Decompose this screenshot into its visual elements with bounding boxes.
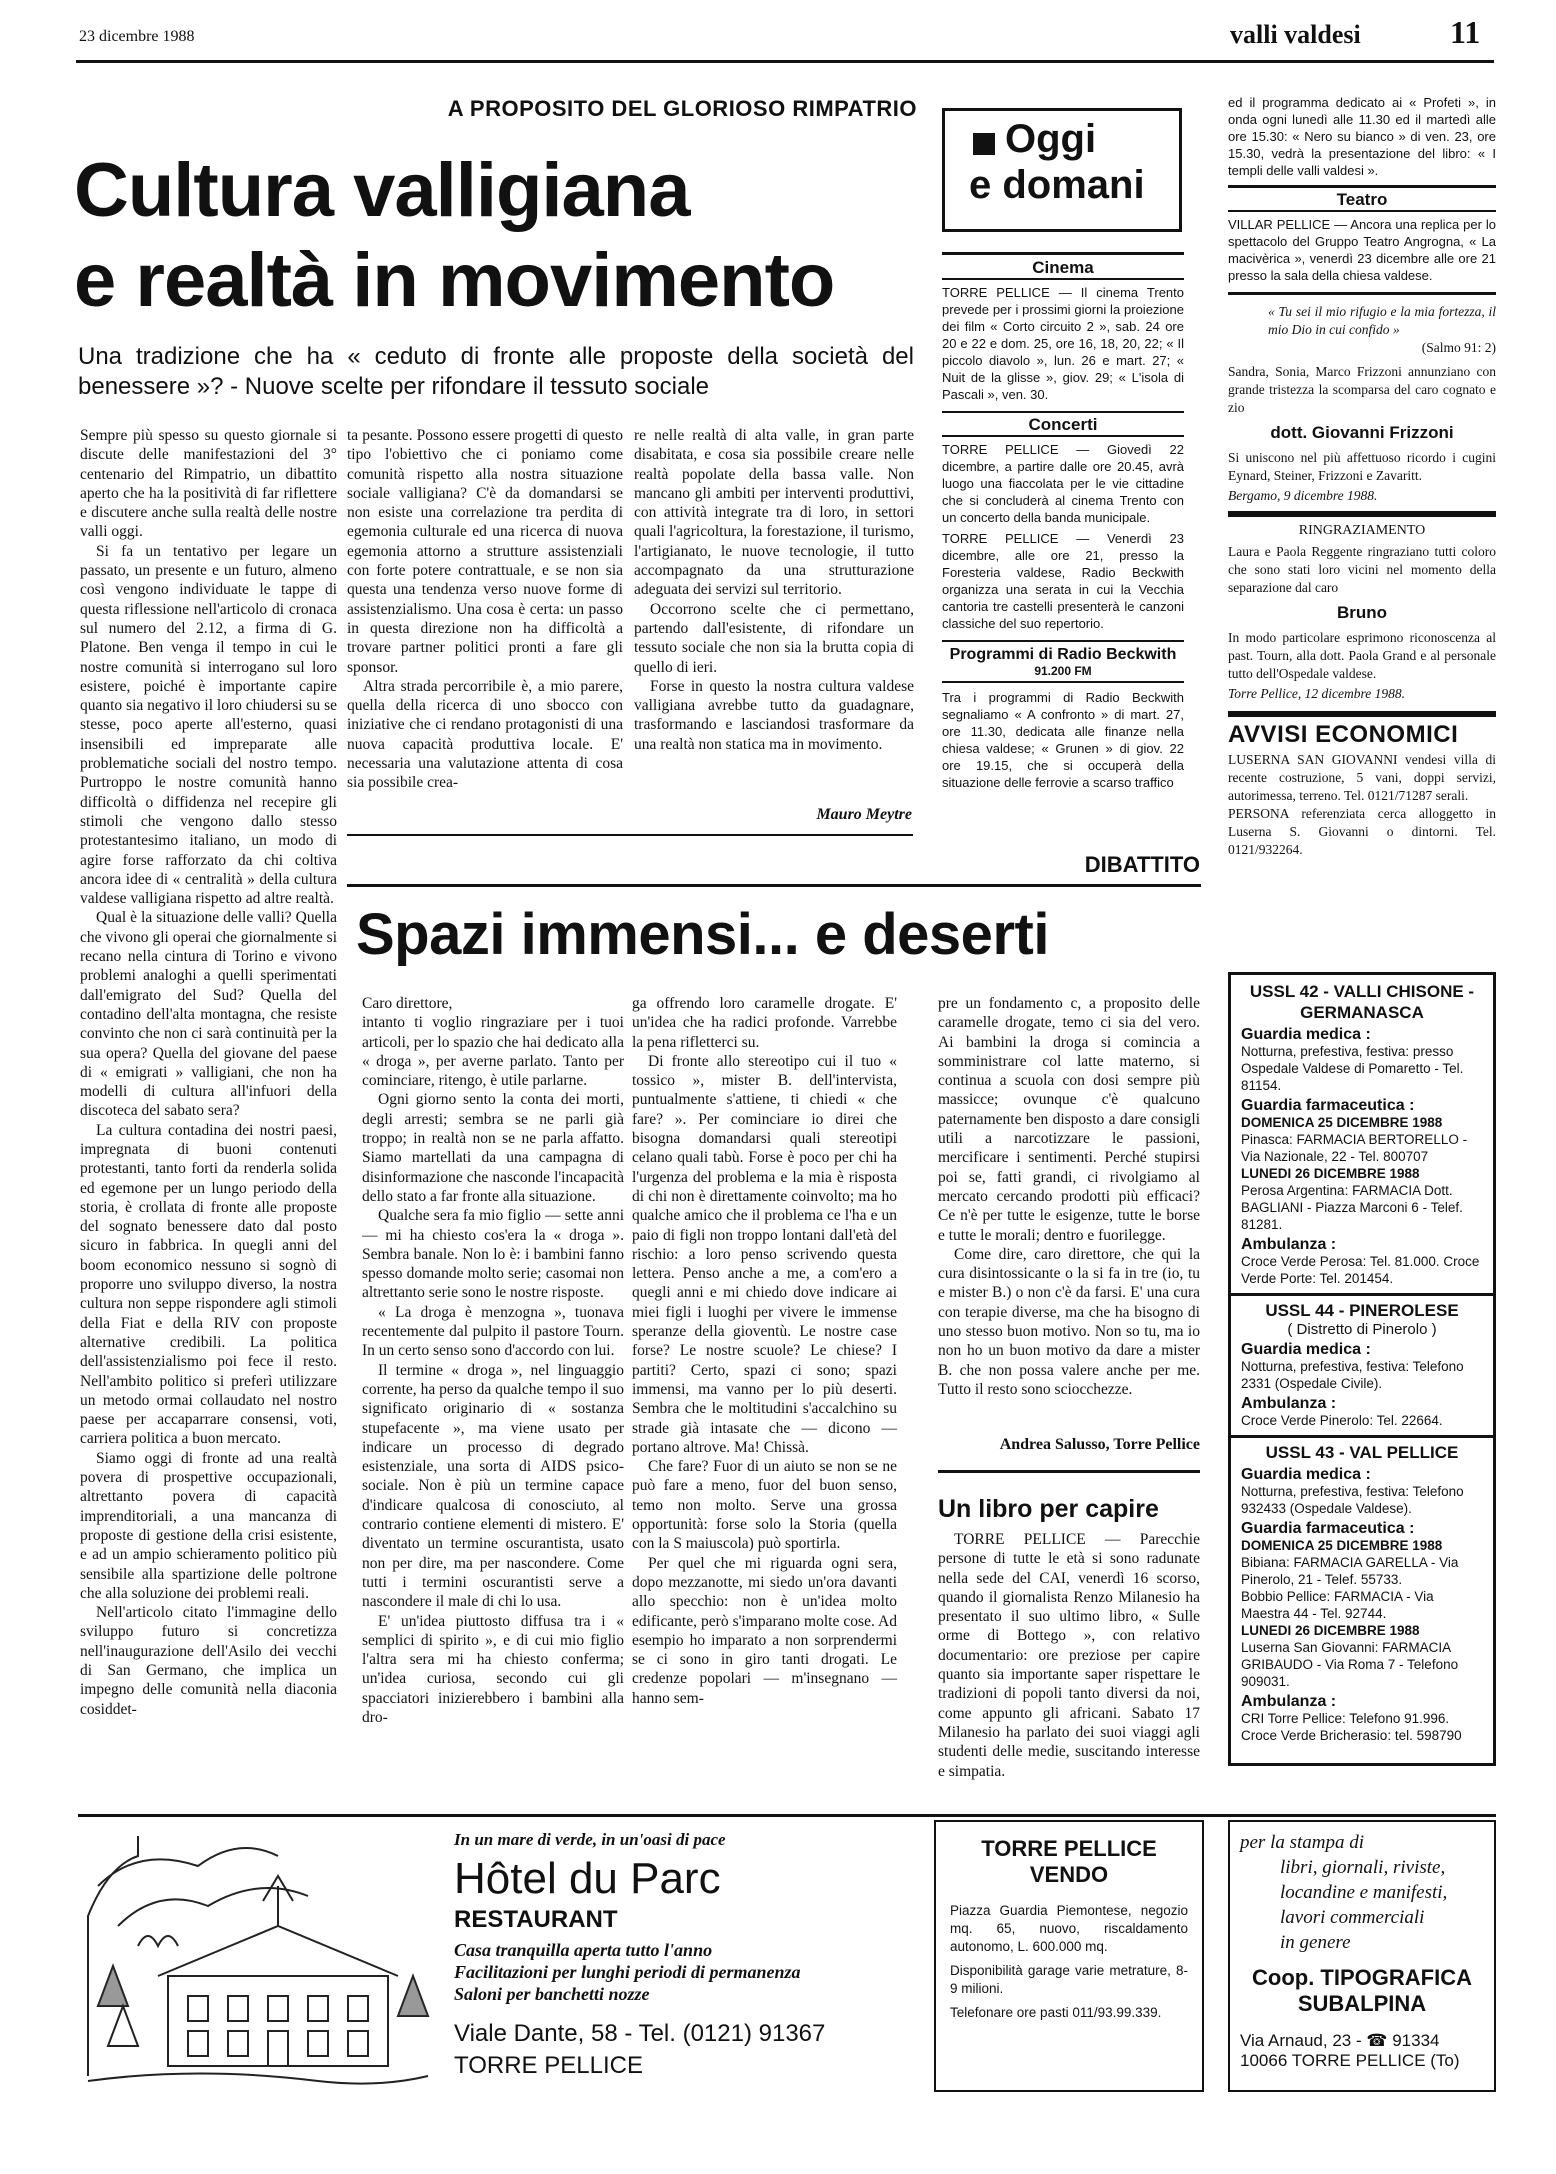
paragraph: Occorrono scelte che ci permettano, partendo dall'esistente, di rifondare un tessuto sociale che non sia la brutta copia di quello di ieri. [634, 600, 914, 676]
paragraph: Ogni giorno sento la conta dei morti, degli arresti; sembra se ne parli già troppo; in realtà non se ne parla affatto. Siamo martellati da una campagna di disinformazione che nasconde l'incapacità dello stato a far fronte alla situazione. [362, 1091, 624, 1205]
tipo-line-3: locandine e manifesti, [1280, 1882, 1448, 1903]
ads-top-rule [78, 1814, 1496, 1817]
hotel-line-3: Saloni per banchetti nozze [454, 1984, 650, 2004]
article1-column-2 [347, 426, 623, 816]
square-bullet-icon [973, 133, 995, 155]
vendo-ad [934, 1820, 1204, 2092]
ussl44-title: USSL 44 - PINEROLESE [1265, 1301, 1459, 1320]
radio-text: Tra i programmi di Radio Beckwith segnaliamo « A confronto » di mart. 27, ore 11.30, dedicata alle finanze nella chiesa valdese; « Grunen » di giov. 22 ore 19.15, che si occuperà della situazione delle ferrovie a scarso traffico [942, 690, 1184, 790]
paragraph: Si fa un tentativo per legare un passato, un presente e un futuro, almeno così vengono individuate le tappe di questa riflessione nell'articolo di cronaca sul numero del 2.12, a firma di G. Platone. Ben venga il tempo in cui le nostre comunità si interrogano sul loro esistere, poiché è importante capire quanto sia negativo il loro chiudersi su se stesse, poco aperte all'esterno, quasi insensibili ed impreparate alle problematiche sociali del nostro tempo. Purtroppo le nostre comunità hanno difficoltà o diffidenza nel recepire gli stimoli che vengono dallo stesso protestantesimo italiano, un modo di agire forse rafforzato da chi coltiva ancora idee di « centralità » della cultura valdese valligiana rispetto ad altre realtà. [80, 542, 337, 908]
paragraph: Qualche sera fa mio figlio — sette anni — mi ha chiesto cos'era la « droga ». Sembra banale. Non lo è: i bambini fanno spesso domande molto serie; casomai non altrettanto serie sono le nostre risposte. [362, 1207, 624, 1302]
tipo-line-5: in genere [1280, 1932, 1351, 1953]
ring-name: Bruno [1336, 603, 1388, 622]
ussl-box [1228, 972, 1496, 1766]
teatro-heading: Teatro [1228, 185, 1496, 212]
radio-continued-text: ed il programma dedicato ai « Profeti », in onda ogni lunedì alle 11.30 ed il martedì alle ore 15.30: « Nero su bianco » di ven. 23, ore 15.30, vedrà la presentazione del libro: « I templi delle valli valdesi ». [1228, 95, 1496, 178]
right-column [1228, 94, 1496, 954]
ussl43-gf-heading: Guardia farmaceutica : [1241, 1520, 1415, 1537]
ussl42-title: USSL 42 - VALLI CHISONE - GERMANASCA [1249, 982, 1475, 1022]
obituary-text: Sandra, Sonia, Marco Frizzoni annunziano con grande tristezza la scomparsa del caro cognato e zio [1228, 364, 1496, 415]
article2-author: Andrea Salusso, Torre Pellice [999, 1436, 1200, 1453]
ussl43-farmacia-1b: Bobbio Pellice: FARMACIA - Via Maestra 44 - Tel. 92744. [1241, 1589, 1434, 1621]
tipo-line-4: lavori commerciali [1280, 1907, 1425, 1928]
paragraph: Sempre più spesso su questo giornale si discute delle manifestazioni del 3° centenario del Rimpatrio, un dibattito aperto che ha la positività di far riflettere e discutere anche sulla realtà delle nostre valli oggi. [80, 427, 337, 541]
ussl43-amb-heading: Ambulanza : [1241, 1693, 1337, 1710]
vendo-title-2: VENDO [1029, 1862, 1109, 1887]
obituary-text-2: Si uniscono nel più affettuoso ricordo i cugini Eynard, Steiner, Frizzoni e Zavaritt. [1228, 450, 1496, 483]
article2-title: Spazi immensi... e deserti [356, 902, 1049, 967]
article2-kicker-rule [347, 884, 1201, 887]
article2-kicker: DIBATTITO [1084, 852, 1200, 877]
header-page-number: 11 [1450, 14, 1481, 50]
tipografia-ad [1228, 1820, 1496, 2092]
article1-column-3 [634, 426, 914, 806]
paragraph: ta pesante. Possono essere progetti di questo tipo l'obiettivo che ci poniamo come comunità rispetto alla nostra situazione sociale valligiana? C'è da domandarsi se non esiste una correlazione tra perdita di egemonia culturale ed una ricerca di nuova egemonia attorno a strutture assistenziali con forte potere contrattuale, e se non sia questa una tendenza verso nuove forme di assistenzialismo. Una cosa è certa: un passo in questa direzione non ha difficoltà a trovare partner politici pronti a fare gli sponsor. [347, 427, 623, 676]
paragraph: La cultura contadina dei nostri paesi, impregnata di buoni contenuti protestanti, tanto forti da renderla solida ed egemone per un lungo periodo della storia, è crollata di fronte alle proposte del sognato benessere dato dal posto sicuro in fabbrica. In quegli anni del boom economico nessuno si sognò di proporre uno sviluppo diverso, la nostra cultura non seppe rispondere agli stimoli della Fiat e della RIV con proposte alternative credibili. La politica dell'assistenzialismo poi fece il resto. Nell'ambito politico si preferì utilizzare un metodo ormai collaudato nel nostro paese per accaparrare consensi, voti, carriera politica a buon mercato. [80, 1121, 337, 1448]
ussl44-amb-text: Croce Verde Pinerolo: Tel. 22664. [1241, 1413, 1443, 1428]
oggi-title-line2: e domani [969, 163, 1145, 207]
hotel-line-2: Facilitazioni per lunghi periodi di permanenza [454, 1962, 801, 1982]
teatro-text: VILLAR PELLICE — Ancora una replica per lo spettacolo del Gruppo Teatro Angrogna, « La macivèrica », venerdì 23 dicembre alle ore 21 presso la sala della chiesa valdese. [1228, 217, 1496, 283]
ussl44-subtitle: ( Distretto di Pinerolo ) [1287, 1321, 1437, 1338]
article2-column-2 [632, 994, 897, 1764]
ussl43-farmacia-1: Bibiana: FARMACIA GARELLA - Via Pinerolo, 21 - Telef. 55733. [1241, 1555, 1459, 1587]
vendo-title-1: TORRE PELLICE [981, 1836, 1157, 1861]
oggi-rule [942, 252, 1184, 255]
avvisi-heading: AVVISI ECONOMICI [1228, 721, 1459, 748]
header-date: 23 dicembre 1988 [79, 28, 195, 45]
article2-end-rule [938, 1470, 1200, 1473]
ussl42-gf-heading: Guardia farmaceutica : [1241, 1097, 1415, 1114]
paragraph: Che fare? Fuor di un aiuto se non se ne può fare a meno, fuor del buon senso, temo non molto. Serve una grossa opportunità: forse solo la Storia (quella con la S maiuscola) può sportirla. [632, 1458, 897, 1553]
ussl42-amb-heading: Ambulanza : [1241, 1236, 1337, 1253]
ussl42-farmacia-1: Pinasca: FARMACIA BERTORELLO - Via Nazionale, 22 - Tel. 800707 [1241, 1132, 1468, 1164]
tipo-name-1: Coop. TIPOGRAFICA [1252, 1965, 1472, 1990]
hotel-tagline: In un mare di verde, in un'oasi di pace [454, 1830, 726, 1849]
hotel-city: TORRE PELLICE [454, 2052, 643, 2079]
article1-author: Mauro Meytre [816, 806, 912, 823]
ussl43-gm-heading: Guardia medica : [1241, 1466, 1371, 1483]
ussl42-date-2: LUNEDI 26 DICEMBRE 1988 [1241, 1166, 1420, 1181]
hotel-address: Viale Dante, 58 - Tel. (0121) 91367 [454, 2020, 826, 2047]
obituary-psalm-ref: (Salmo 91: 2) [1421, 340, 1496, 355]
paragraph: ga offrendo loro caramelle drogate. E' un'idea che ha radici profonde. Varrebbe la pena rifletterci su. [632, 995, 897, 1051]
paragraph: Forse in questo la nostra cultura valdese valligiana avrebbe tutto da guadagnare, trasformando e lasciandosi trasformare da una realtà non statica ma in movimento. [634, 677, 914, 753]
paragraph: Come dire, caro direttore, che qui la cura disintossicante o la si fa in tre (io, tu e mister B.) o non c'è da farsi. E' una cura con terapie diverse, ma che ha bisogno di uno stesso buon motivo. Non so tu, ma io non ho un buon motivo da dare a mister B. che non possa valere anche per me. Tutto il resto sono sciocchezze. [938, 1245, 1200, 1398]
ussl43-date-2: LUNEDI 26 DICEMBRE 1988 [1241, 1623, 1420, 1638]
ussl42-gm-text: Notturna, prefestiva, festiva: presso Ospedale Valdese di Pomaretto - Tel. 81154. [1241, 1044, 1464, 1093]
concerti-text-1: TORRE PELLICE — Giovedì 22 dicembre, a partire dalle ore 20.45, avrà luogo una fiaccolata per le vie cittadine che si concluderà al cinema Trento con un concerto della banda municipale. [942, 442, 1184, 525]
tipo-line-1: per la stampa di [1240, 1832, 1365, 1853]
vendo-text-3: Telefonare ore pasti 011/93.99.339. [950, 2005, 1162, 2020]
avvisi-text-2: PERSONA referenziata cerca alloggetto in Luserna S. Giovanni o dintorni. Tel. 0121/932264. [1228, 806, 1496, 857]
ussl43-gm-text: Notturna, prefestiva, festiva: Telefono 932433 (Ospedale Valdese). [1241, 1484, 1464, 1516]
ussl43-farmacia-2: Luserna San Giovanni: FARMACIA GRIBAUDO - Via Roma 7 - Telefono 909031. [1241, 1640, 1459, 1689]
paragraph: « La droga è menzogna », tuonava recentemente dal pulpito il pastore Tourn. In un certo senso sono d'accordo con lui. [362, 1303, 624, 1360]
paragraph: Altra strada percorribile è, a mio parere, quella della ricerca di uno sbocco con iniziative che ci rendano protagonisti di una nuova capacità produttiva locale. E' necessaria una valutazione attenta di cosa sia possibile crea- [347, 677, 623, 792]
hotel-restaurant: RESTAURANT [454, 1906, 618, 1933]
article1-column-1 [80, 426, 337, 1726]
concerti-heading: Concerti [942, 411, 1184, 437]
article2-column-1 [362, 994, 624, 1764]
paragraph: Caro direttore, [362, 995, 453, 1012]
tipo-city: 10066 TORRE PELLICE (To) [1240, 2051, 1460, 2070]
ring-text-2: In modo particolare esprimono riconoscenza al past. Tourn, alla dott. Paola Grand e al personale tutto dell'Ospedale valdese. [1228, 630, 1496, 681]
oggi-column [942, 256, 1184, 856]
header-paper-name: valli valdesi [1230, 20, 1361, 49]
concerti-text-2: TORRE PELLICE — Venerdì 23 dicembre, alle ore 21, presso la Foresteria valdese, Radio Beckwith organizza una serata in cui la Vecchia cantoria tre castelli presenterà le canzoni classiche del suo repertorio. [942, 531, 1184, 631]
article1-kicker: A PROPOSITO DEL GLORIOSO RIMPATRIO [447, 96, 917, 121]
obituary-name: dott. Giovanni Frizzoni [1270, 423, 1454, 442]
ring-heading: RINGRAZIAMENTO [1298, 523, 1426, 538]
oggi-e-domani-box [942, 108, 1182, 232]
radio-frequency: 91.200 FM [942, 664, 1184, 683]
paragraph: re nelle realtà di alta valle, in gran parte disabitata, e cosa sia possibile creare nelle realtà popolate della bassa valle. Non mancano gli ambiti per interventi produttivi, con attività integrate tra di loro, in settori quali l'agricoltura, la forestazione, il turismo, l'artigianato, le nuove tecnologie, il tutto accompagnato da una strutturazione adeguata dei servizi sul territorio. [634, 427, 914, 599]
ussl44-amb-heading: Ambulanza : [1241, 1395, 1337, 1412]
ussl43-date-1: DOMENICA 25 DICEMBRE 1988 [1241, 1538, 1443, 1553]
libro-text [938, 1530, 1200, 1780]
ussl42-date-1: DOMENICA 25 DICEMBRE 1988 [1241, 1115, 1443, 1130]
article1-bottom-rule [347, 834, 913, 836]
ussl42-amb-text: Croce Verde Perosa: Tel. 81.000. Croce Verde Porte: Tel. 201454. [1241, 1254, 1480, 1286]
paragraph: TORRE PELLICE — Parecchie persone di tutte le età si sono radunate nella sede del CAI, venerdì 16 scorso, quando il giornalista Renzo Milanesio ha presentato il suo ultimo libro, « Sulle orme di Bottego », con relativo documentario: ore preziose per capire quanto sia importante saper rispettare le tradizioni di popoli tanto diversi da noi, come appunto gli africani. Sabato 17 Milanesio ha parlato dei suoi viaggi agli studenti delle medie, suscitando interesse e simpatia. [938, 1531, 1200, 1780]
avvisi-text-1: LUSERNA SAN GIOVANNI vendesi villa di recente costruzione, 5 vani, doppi servizi, autorimessa, terreno. Tel. 0121/71287 serali. [1228, 752, 1496, 803]
ring-text: Laura e Paola Reggente ringraziano tutti coloro che sono stati loro vicini nel momento della separazione dal caro [1228, 544, 1496, 595]
ussl42-farmacia-2: Perosa Argentina: FARMACIA Dott. BAGLIANI - Piazza Marconi 6 - Telef. 81281. [1241, 1183, 1463, 1232]
tipo-line-2: libri, giornali, riviste, [1280, 1857, 1446, 1878]
paragraph: Qual è la situazione delle valli? Quella che vivono gli operai che giornalmente si recano nella cintura di Torino e vivono problemi analoghi a quelli sperimentati dall'emigrato del Sud? Quella del contadino dell'alta montagna, che resiste convinto che non ci sarà continuità per la sua opera? Quella del giovane del paese di « emigrati » valligiani, che non ha modelli di cultura all'infuori della discoteca del sabato sera? [80, 909, 337, 1120]
hotel-name: Hôtel du Parc [454, 1854, 721, 1903]
paragraph: intanto ti voglio ringraziare per i tuoi articoli, per lo spazio che hai dedicato alla « droga », per averne parlato. Tanto per cominciare, ritengo, è utile parlarne. [362, 1014, 624, 1090]
article1-subtitle: Una tradizione che ha « ceduto di fronte alle proposte della società del benessere »? - Nuove scelte per rifondare il tessuto sociale [78, 343, 914, 400]
hotel-illustration [78, 1826, 438, 2096]
cinema-heading: Cinema [942, 256, 1184, 280]
hotel-ad [78, 1822, 910, 2098]
header-rule [76, 60, 1494, 63]
paragraph: E' un'idea piuttosto diffusa tra i « semplici di spirito », e di cui mio figlio l'altra sera mi ha chiesto conferma; un'idea curiosa, secondo cui gli spacciatori inizierebbero i bambini alla dro- [362, 1612, 624, 1726]
ussl42-gm-heading: Guardia medica : [1241, 1026, 1371, 1043]
vendo-text-2: Disponibilità garage varie metrature, 8-9 milioni. [950, 1963, 1188, 1996]
paragraph: Per quel che mi riguarda ogni sera, dopo mezzanotte, mi siedo un'ora davanti allo specchio: non è un'idea molto edificante, però s'imparano molte cose. Ad esempio ho imparato a non sorprendermi se ci sono in giro tanti drogati. Le credenze popolari — m'insegnano — hanno sem- [632, 1554, 897, 1707]
article1-title-line1: Cultura valligiana [74, 148, 690, 233]
vendo-text-1: Piazza Guardia Piemontese, negozio mq. 65, nuovo, riscaldamento autonomo, L. 600.000 mq. [950, 1903, 1188, 1954]
article1-title-line2: e realtà in movimento [74, 238, 835, 323]
tipo-address: Via Arnaud, 23 - ☎ 91334 [1240, 2031, 1440, 2050]
obituary-psalm: « Tu sei il mio rifugio e la mia fortezza, il mio Dio in cui confido » [1268, 304, 1496, 337]
ussl44-gm-heading: Guardia medica : [1241, 1341, 1371, 1358]
paragraph: Siamo oggi di fronte ad una realtà povera di prospettive occupazionali, altrettanto povera di capacità imprenditoriali, a una mancanza di proposte di gestione della crisi esistente, e ad un ampio schieramento politico più sensibile alla spartizione delle poltrone che alla soluzione dei problemi reali. [80, 1449, 337, 1602]
article2-column-3 [938, 994, 1200, 1424]
ussl43-title: USSL 43 - VAL PELLICE [1265, 1443, 1459, 1462]
ussl43-amb-text: CRI Torre Pellice: Telefono 91.996. Croce Verde Bricherasio: tel. 598790 [1241, 1711, 1462, 1743]
libro-title: Un libro per capire [938, 1495, 1159, 1523]
oggi-title-line1: Oggi [1005, 117, 1097, 161]
obituary-place: Bergamo, 9 dicembre 1988. [1228, 488, 1378, 503]
paragraph: Il termine « droga », nel linguaggio corrente, ha perso da qualche tempo il suo significato originario di « sostanza stupefacente », ma viene usato per indicare un processo di degrado esistenziale, una sorta di AIDS psico-sociale. Non è più un termine capace d'indicare qualcosa di conosciuto, al contrario contiene elementi di mistero. E' diventato un termine oscurantista, usato non per dire, ma per nascondere. Come tutti i termini oscurantisti serve a nascondere il male di chi lo usa. [362, 1361, 624, 1611]
paragraph: pre un fondamento c, a proposito delle caramelle drogate, temo ci sia del vero. Ai bambini la droga si comincia a somministrare col latte materno, si continua a scuola con dosi sempre più massicce; ovunque c'è qualcuno paternamente ben disposto a dare consigli utili a narcotizzare le passioni, mercificare i sentimenti. Perché stupirsi poi se, fatti grandi, ci rivolgiamo al mercato cercando prodotti più efficaci? Ce n'è per tutte le esigenze, tutte le borse e tutte le morali; dentro e fuorilegge. [938, 995, 1200, 1244]
radio-heading: Programmi di Radio Beckwith [942, 640, 1184, 664]
ring-place: Torre Pellice, 12 dicembre 1988. [1228, 686, 1405, 701]
tipo-name-2: SUBALPINA [1297, 1991, 1427, 2016]
hotel-line-1: Casa tranquilla aperta tutto l'anno [454, 1940, 713, 1960]
paragraph: Nell'articolo citato l'immagine dello sviluppo futuro si concretizza nell'inaugurazione dell'Asilo dei vecchi di San Germano, che implica un impegno delle comunità nella diaconia cosiddet- [80, 1604, 337, 1718]
ussl44-gm-text: Notturna, prefestiva, festiva: Telefono 2331 (Ospedale Civile). [1241, 1359, 1464, 1391]
cinema-text: TORRE PELLICE — Il cinema Trento prevede per i prossimi giorni la proiezione dei film « Corto circuito 2 », sab. 24 ore 20 e 22 e dom. 25, ore 16, 18, 20, 22; « Il piccolo diavolo », lun. 26 e mart. 27; « Nuit de la glisse », giov. 29; « L'isola di Pascali », ven. 30. [942, 285, 1184, 402]
paragraph: Di fronte allo stereotipo cui il tuo « tossico », mister B. dell'intervista, puntualmente s'attiene, ti chiedi « che fare? ». Per cominciare io direi che bisogna domandarsi quali stereotipi celano quali tabù. Forse è poco per chi ha l'urgenza del problema e la mia è risposta di chi non è direttamente coinvolto; ma ho qualche amico che il problema ce l'ha e un paio di figli non troppo lontani dall'età del rischio: a loro penso scrivendo questa lettera. Penso anche a me, a com'ero a quegli anni e mi chiedo dove indicare ai miei figli i luoghi per vivere le immense speranze della gioventù. Le nostre case forse? Le nostre scuole? Le chiese? I partiti? Certo, spazi ci sono; spazi immensi, ma vanno per lo più deserti. Sembra che le moltitudini s'accalchino su strade già intasate che — dicono — portano altrove. Ma! Chissà. [632, 1052, 897, 1456]
